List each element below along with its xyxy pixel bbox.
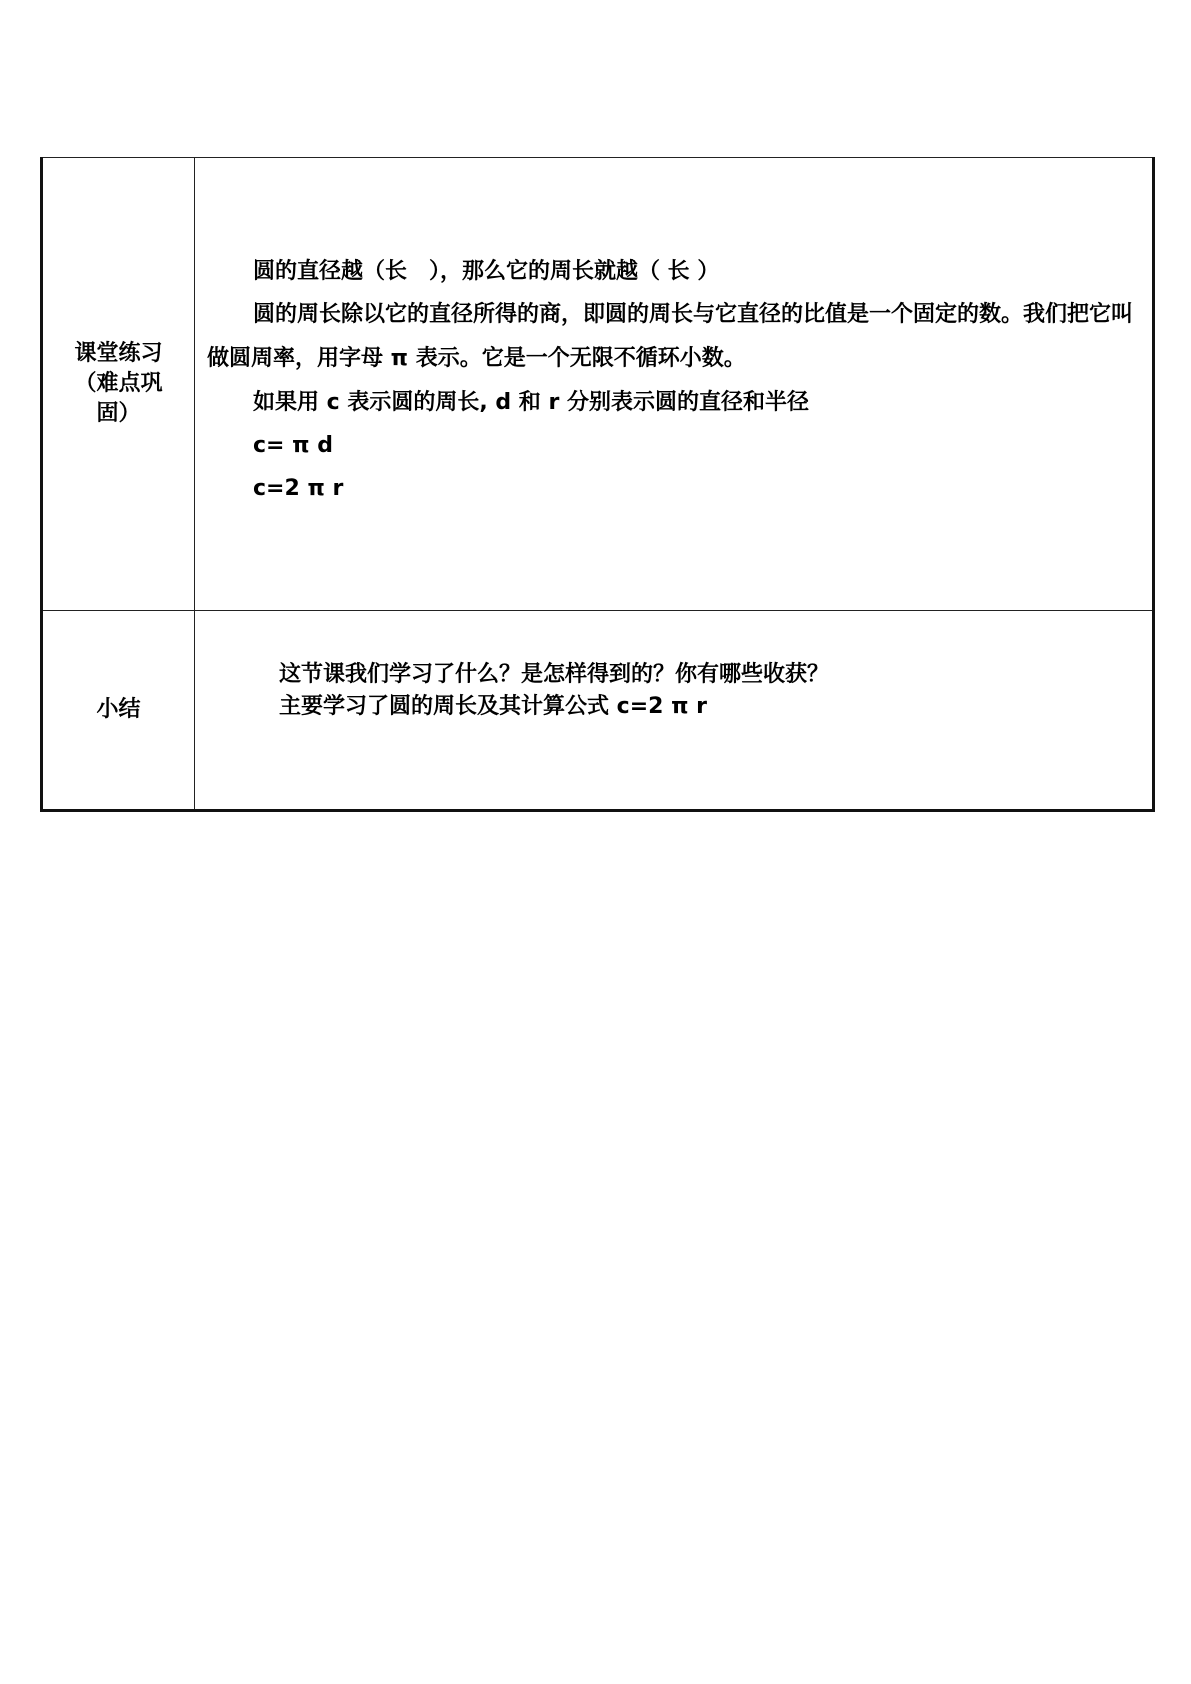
- practice-line-2: 圆的周长除以它的直径所得的商，即圆的周长与它直径的比值是一个固定的数。我们把它叫做圆周率，用字母 π 表示。它是一个无限不循环小数。: [207, 302, 1134, 371]
- summary-label: 小结: [96, 697, 141, 722]
- practice-content-cell: [195, 158, 1154, 611]
- formula-radius: c=2 π r: [253, 476, 344, 501]
- practice-line-1: 圆的直径越（长 ），那么它的周长就越（ 长 ）: [253, 259, 720, 284]
- practice-row: [42, 158, 1154, 611]
- summary-line-1: 这节课我们学习了什么？是怎样得到的？你有哪些收获？: [279, 662, 830, 687]
- practice-label-line-3: 固）: [96, 401, 141, 426]
- lesson-plan-table: [40, 157, 1155, 812]
- practice-label-line-1: 课堂练习: [74, 341, 163, 366]
- summary-label-cell: [42, 611, 195, 811]
- practice-label-cell: [42, 158, 195, 611]
- summary-line-2: 主要学习了圆的周长及其计算公式 c=2 π r: [279, 694, 708, 719]
- summary-content: [279, 659, 829, 723]
- practice-line-3: 如果用 c 表示圆的周长, d 和 r 分别表示圆的直径和半径: [253, 390, 809, 415]
- practice-label-line-2: （难点巩: [74, 371, 163, 396]
- summary-row: [42, 611, 1154, 811]
- formula-diameter: c= π d: [253, 433, 333, 458]
- summary-content-cell: [195, 611, 1154, 811]
- practice-content: [207, 250, 1152, 510]
